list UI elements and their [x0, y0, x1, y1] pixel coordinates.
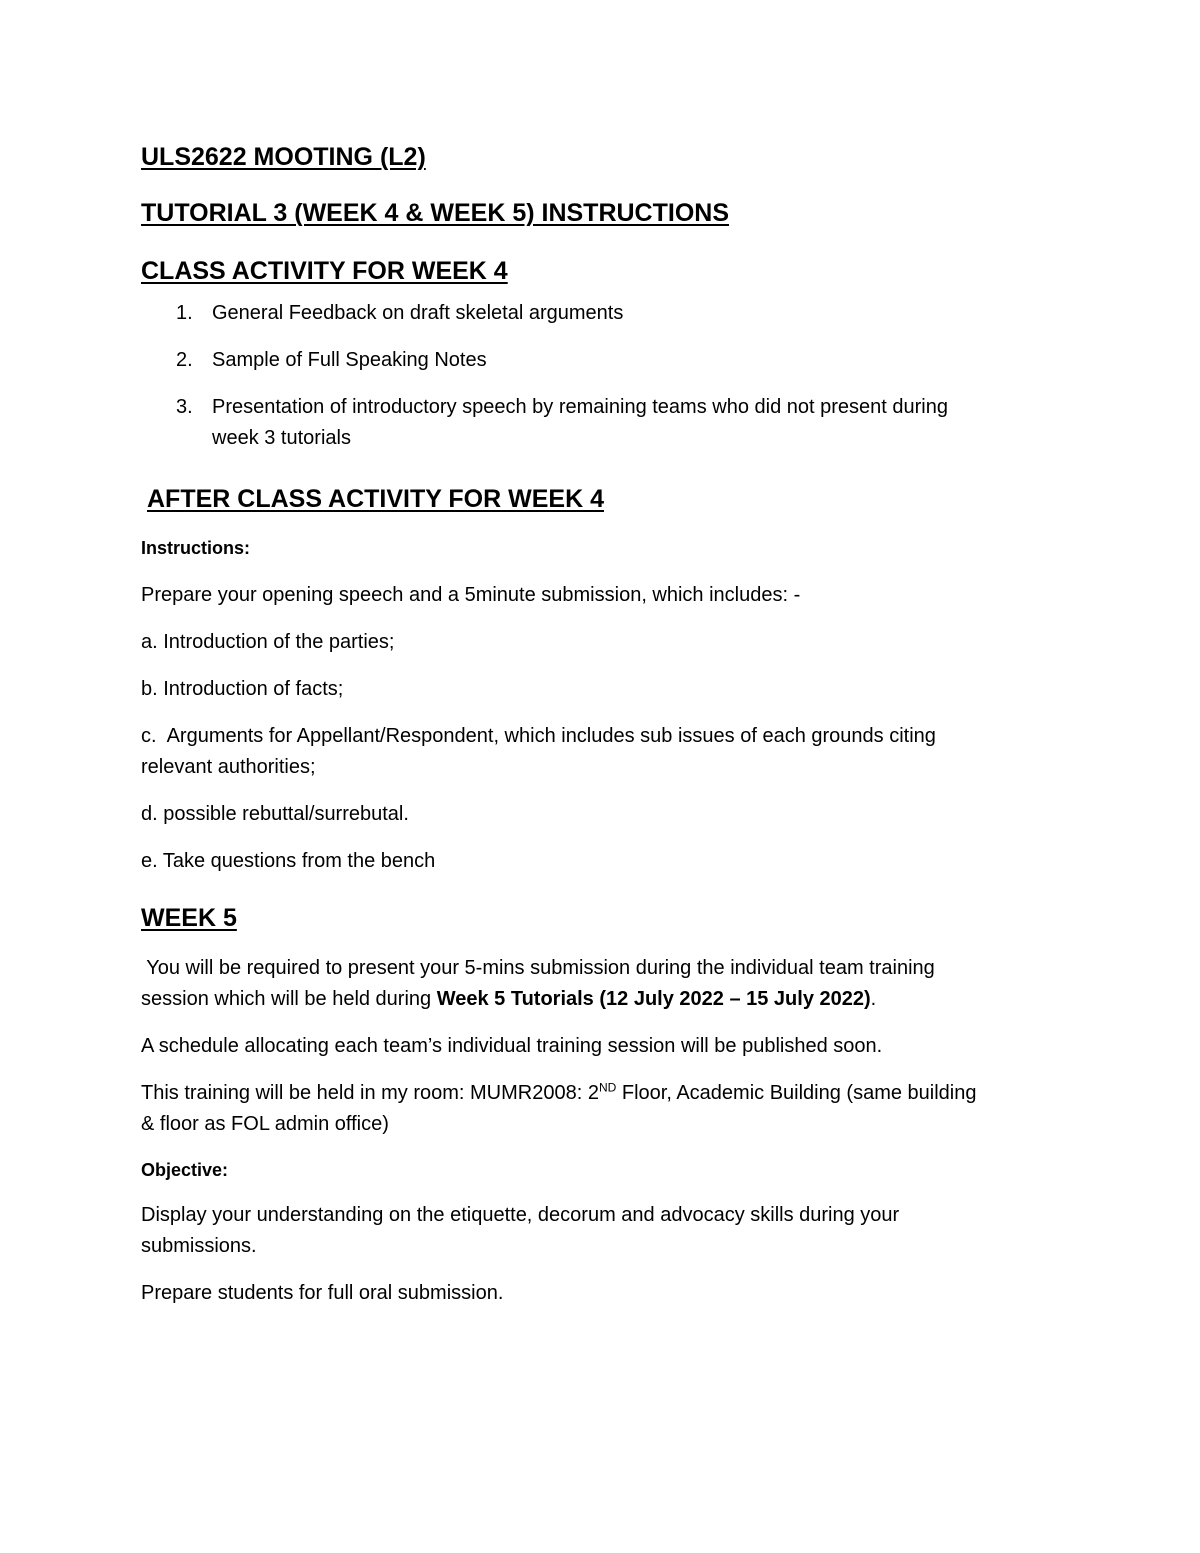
week5-paragraph-3 [141, 1078, 1051, 1140]
point-c [141, 721, 1051, 783]
objective-text [141, 1200, 1051, 1262]
objective-text-line1: Display your understanding on the etiquette, decorum and advocacy skills during your [141, 1204, 900, 1226]
objective-label: Objective: [141, 1160, 229, 1180]
point-c-line2: relevant authorities; [141, 756, 316, 778]
document-title: ULS2622 MOOTING (L2) [141, 143, 426, 171]
week5-tutorial-dates: Week 5 Tutorials (12 July 2022 – 15 July 2022) [436, 988, 871, 1010]
point-d: d. possible rebuttal/surrebutal. [141, 803, 409, 825]
point-c-line1: c. Arguments for Appellant/Respondent, which includes sub issues of each grounds citing [141, 725, 936, 747]
point-e: e. Take questions from the bench [141, 850, 436, 872]
after-class-heading: AFTER CLASS ACTIVITY FOR WEEK 4 [147, 485, 604, 513]
week5-paragraph-1-line1: You will be required to present your 5-mins submission during the individual team training [141, 957, 935, 979]
list-item-number: 3. [176, 396, 193, 418]
list-item-text-line1: Presentation of introductory speech by remaining teams who did not present during [212, 396, 948, 418]
list-item [141, 298, 1051, 329]
list-item [141, 392, 1051, 454]
instructions-label: Instructions: [141, 538, 251, 558]
list-item-text: General Feedback on draft skeletal arguments [212, 302, 624, 324]
week5-paragraph-3-line2: & floor as FOL admin office) [141, 1113, 389, 1135]
list-item [141, 345, 1051, 376]
instructions-intro: Prepare your opening speech and a 5minute submission, which includes: - [141, 584, 801, 606]
week5-heading: WEEK 5 [141, 904, 237, 932]
week5-paragraph-2: A schedule allocating each team’s individual training session will be published soon. [141, 1035, 883, 1057]
document-subtitle: TUTORIAL 3 (WEEK 4 & WEEK 5) INSTRUCTIONS [141, 199, 730, 227]
week4-activity-list [141, 298, 1051, 454]
week5-paragraph-3-start: This training will be held in my room: MUMR2008: 2 [141, 1082, 599, 1104]
ordinal-superscript: ND [598, 1080, 617, 1095]
week4-class-heading: CLASS ACTIVITY FOR WEEK 4 [141, 257, 508, 285]
objective-text-line2: submissions. [141, 1235, 257, 1257]
list-item-text-line2: week 3 tutorials [212, 427, 351, 449]
list-item-number: 1. [176, 302, 193, 324]
objective-text-2: Prepare students for full oral submission. [141, 1282, 504, 1304]
list-item-text: Sample of Full Speaking Notes [212, 349, 487, 371]
point-b: b. Introduction of facts; [141, 678, 344, 700]
week5-paragraph-1 [141, 953, 1051, 1015]
document-content [141, 140, 1051, 1309]
week5-paragraph-3-end: Floor, Academic Building (same building [616, 1082, 977, 1104]
point-a: a. Introduction of the parties; [141, 631, 395, 653]
week5-paragraph-1-line2-end: . [870, 988, 877, 1010]
week5-paragraph-1-line2-start: session which will be held during [141, 988, 437, 1010]
list-item-number: 2. [176, 349, 193, 371]
